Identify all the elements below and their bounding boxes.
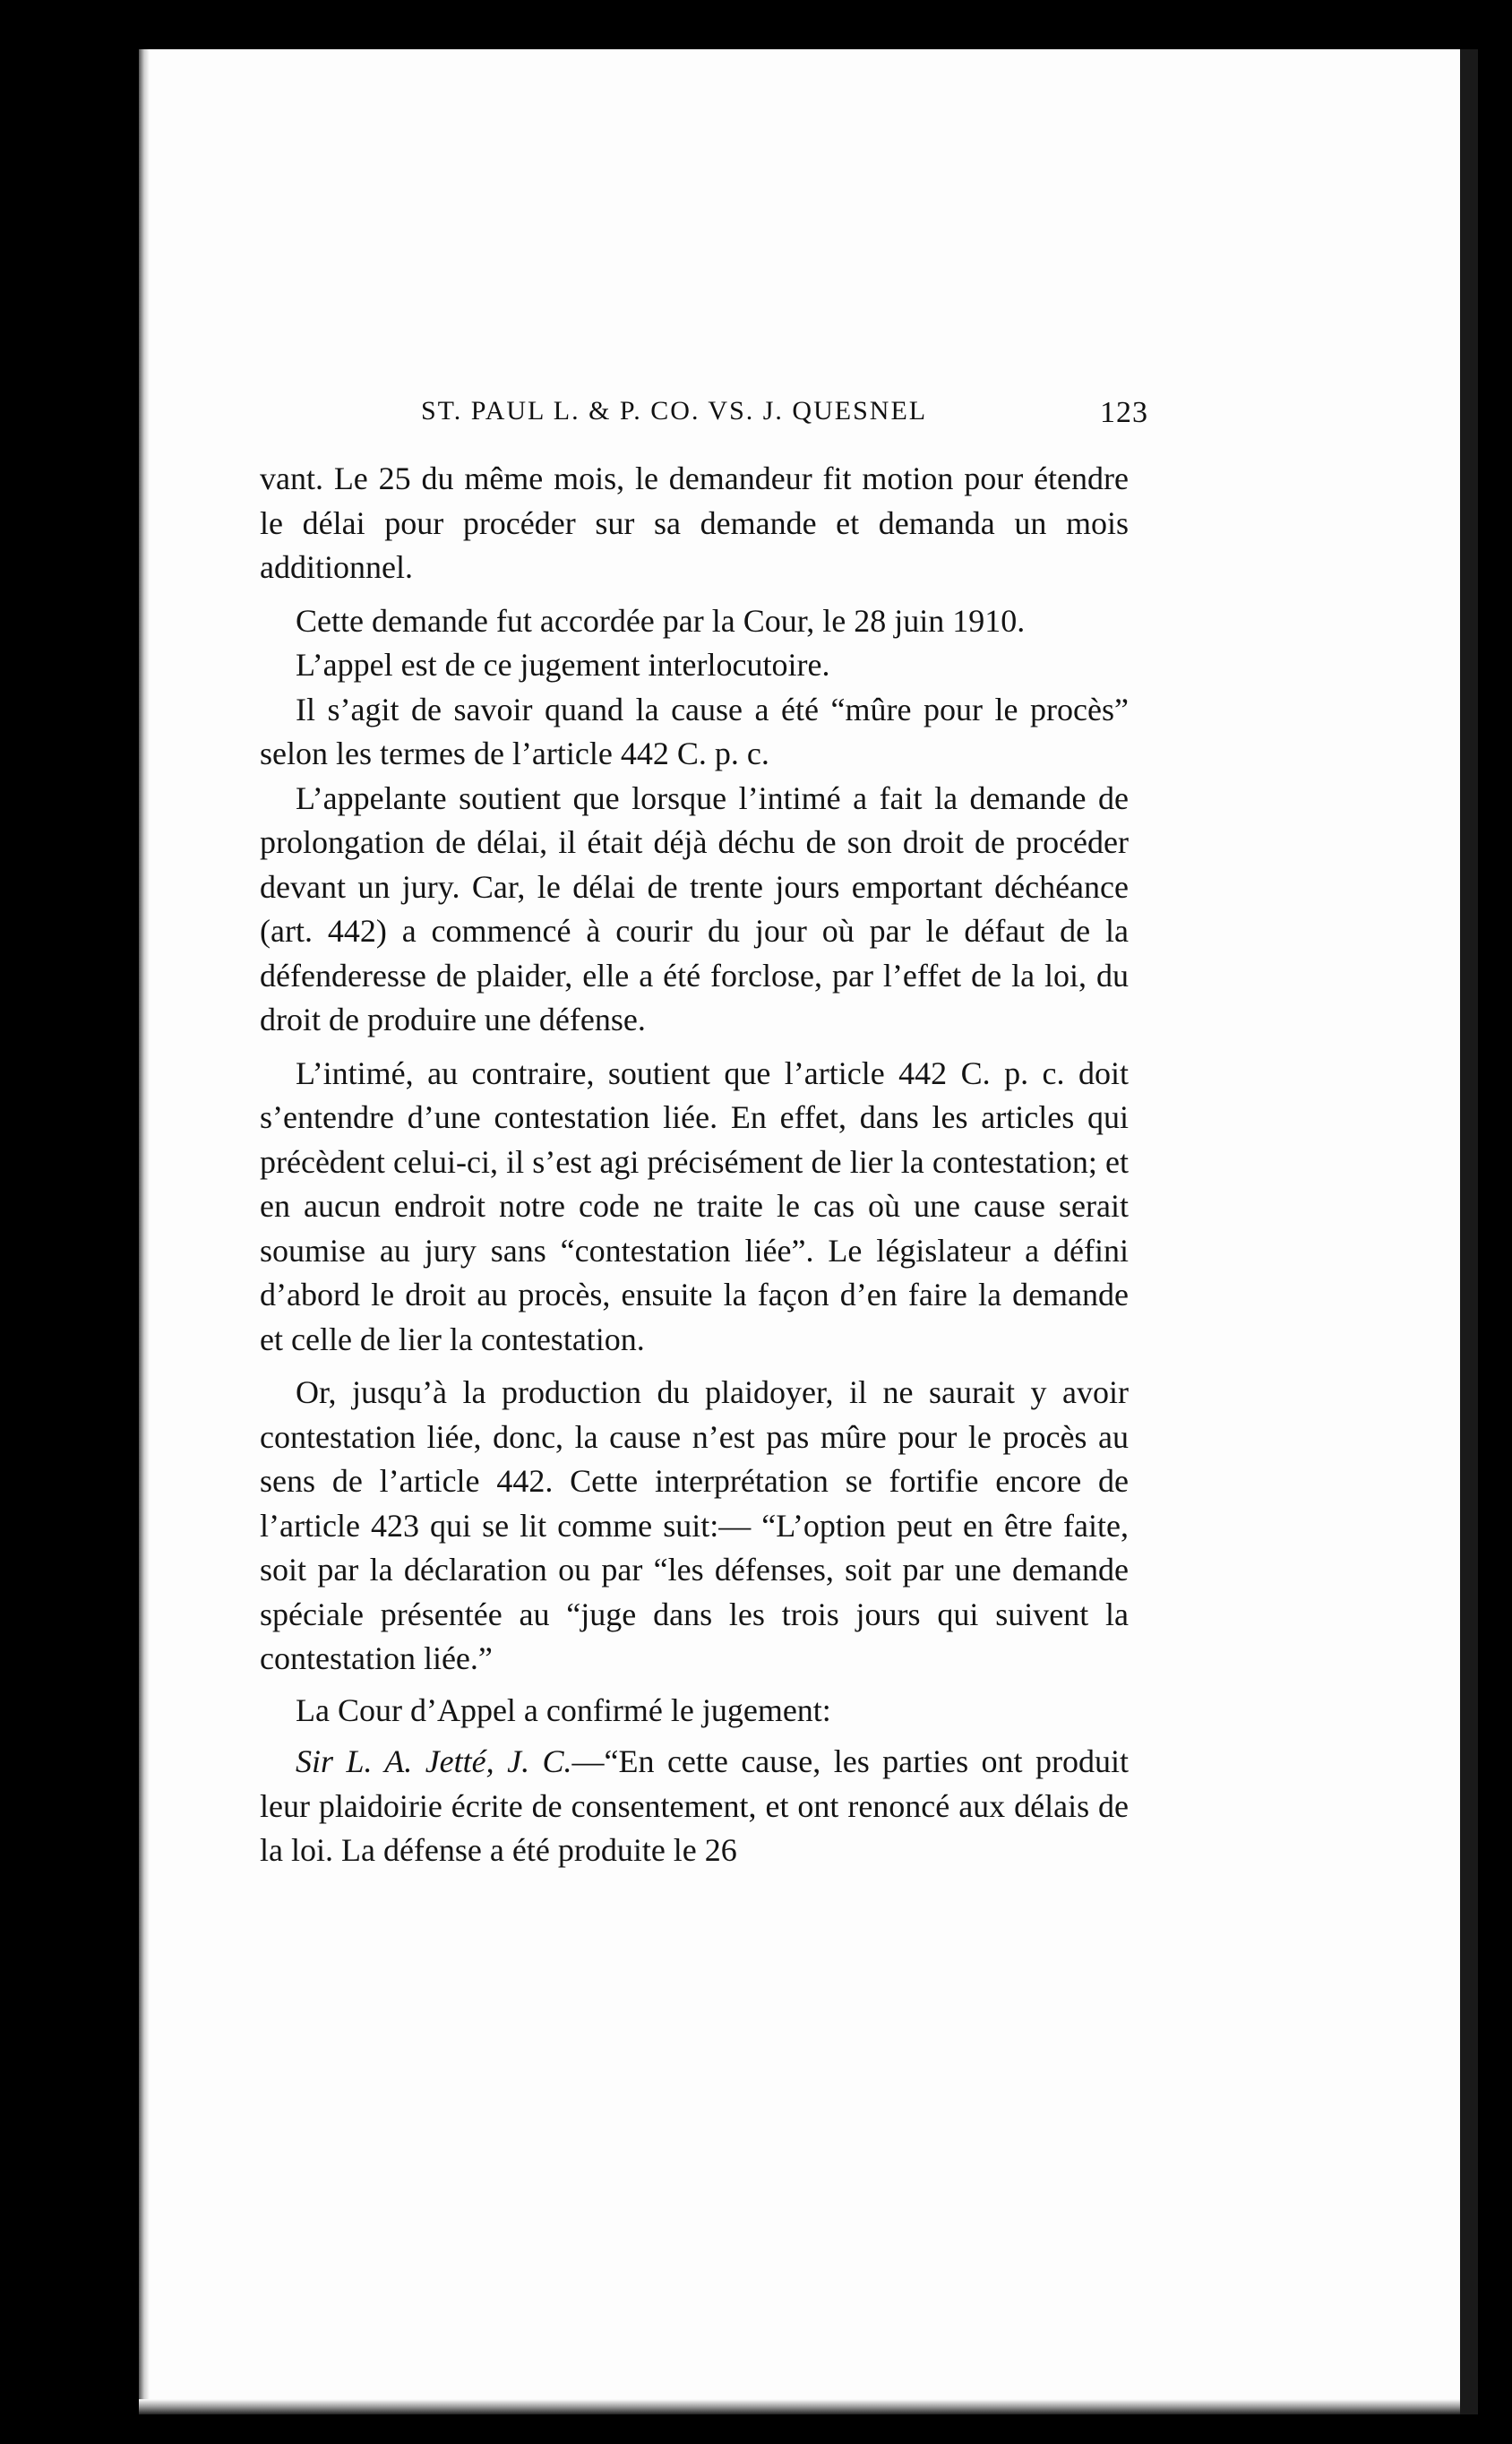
paragraph: Or, jusqu’à la production du plaidoyer, il ne saurait y avoir contestation liée, donc, la cause n’est pas mûre pour le procès au sens de l’article 442. Cette interprétation se fortifie encore de l’article 423 qui se lit comme suit:— “L’option peut en être faite, soit par la déclaration ou par “les défenses, soit par une demande spéciale présentée au “juge dans les trois jours qui suivent la contestation liée.” xyxy=(260,1374,1129,1676)
page-left-edge xyxy=(139,49,150,2414)
paragraph: La Cour d’Appel a confirmé le jugement: xyxy=(296,1691,831,1728)
paragraph: vant. Le 25 du même mois, le demandeur fit motion pour étendre le délai pour procéder sur sa demande et demanda un mois additionnel. xyxy=(260,460,1129,585)
running-title: ST. PAUL L. & P. CO. VS. J. QUESNEL xyxy=(421,396,928,426)
paragraph-judgment xyxy=(260,1740,1129,1873)
page-number: 123 xyxy=(1100,396,1148,429)
paragraph: L’appel est de ce jugement interlocutoire. xyxy=(296,647,830,683)
paragraph: L’intimé, au contraire, soutient que l’article 442 C. p. c. doit s’entendre d’une contestation liée. En effet, dans les articles qui précèdent celui-ci, il s’est agi précisément de lier la contestation; et en aucun endroit notre code ne traite le cas où une cause serait soumise au jury sans “contestation liée”. Le législateur a défini d’abord le droit au procès, ensuite la façon d’en faire la demande et celle de lier la contestation. xyxy=(260,1054,1129,1357)
paragraph: Cette demande fut accordée par la Cour, le 28 juin 1910. xyxy=(296,602,1026,639)
body-text xyxy=(260,457,1129,1873)
judge-name: Sir L. A. Jetté, J. C. xyxy=(296,1743,572,1779)
paragraph: L’appelante soutient que lorsque l’intimé a fait la demande de prolongation de délai, il était déjà déchu de son droit de procéder devant un jury. Car, le délai de trente jours emportant déchéance (art. 442) a commencé à courir du jour où par le défaut de la défenderesse de plaider, elle a été forclose, par l’effet de la loi, du droit de produire une défense. xyxy=(260,779,1129,1037)
page-right-margin xyxy=(1460,49,1478,2414)
paragraph: Il s’agit de savoir quand la cause a été “mûre pour le procès” selon les termes de l’article 442 C. p. c. xyxy=(260,691,1129,771)
page-bottom-edge xyxy=(139,2399,1460,2414)
judgment-text: —“En cette cause, les parties ont produit leur plaidoirie écrite de consentement, et ont renoncé aux délais de la loi. La défense a été produite le 26 xyxy=(260,1743,1129,1868)
